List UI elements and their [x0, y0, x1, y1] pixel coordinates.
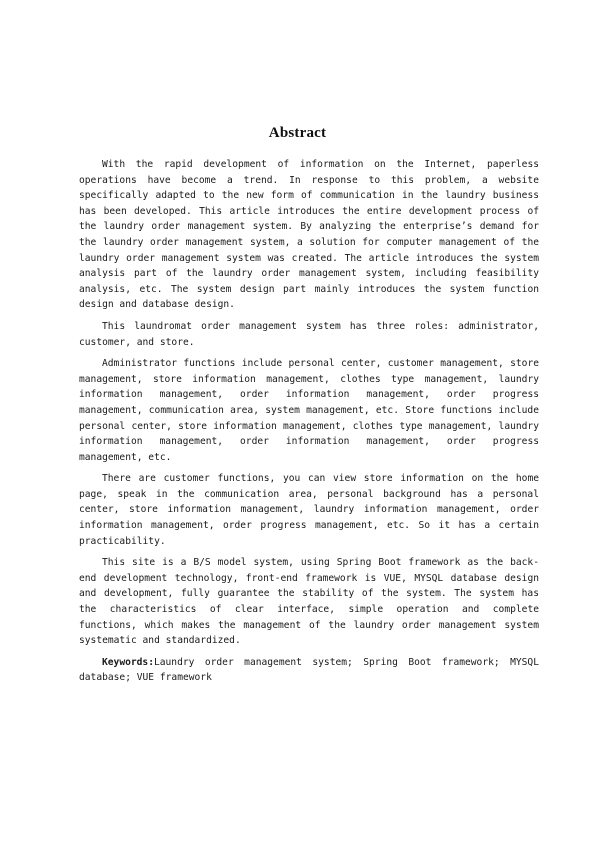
keywords-text: Laundry order management system; Spring Boot framework; MYSQL database; VUE framework — [79, 656, 539, 684]
keywords-label: Keywords: — [102, 656, 154, 668]
abstract-title: Abstract — [268, 125, 327, 141]
abstract-body — [79, 157, 539, 692]
paragraph-customer-functions: There are customer functions, you can view store information on the home page, speak in the communication area, personal background has a personal center, store information management, laundry information management, order information management, order progress management, etc. So it has a certain practicability. — [79, 473, 539, 547]
paragraph-intro: With the rapid development of information on the Internet, paperless operations have become a trend. In response to this problem, a website specifically adapted to the new form of communication in the laundry business has been developed. This article introduces the entire development process of the laundry order management system. By analyzing the enterprise’s demand for the laundry order management system, a solution for computer management of the laundry order management system was created. The article introduces the system analysis part of the laundry order management system, including feasibility analysis, etc. The system design part mainly introduces the system function design and database design. — [79, 159, 539, 311]
paragraph-technology: This site is a B/S model system, using Spring Boot framework as the back-end development technology, front-end framework is VUE, MYSQL database design and development, fully guarantee the stability of the system. The system has the characteristics of clear interface, simple operation and complete functions, which makes the management of the laundry order management system systematic and standardized. — [79, 557, 539, 647]
paragraph-roles: This laundromat order management system has three roles: administrator, customer, and store. — [79, 320, 539, 348]
paragraph-admin-functions: Administrator functions include personal center, customer management, store management, store information management, clothes type management, laundry information management, order information management, order progress management, communication area, system management, etc. Store functions include personal center, store information management, clothes type management, laundry information management, order information management, order progress management, etc. — [79, 358, 539, 463]
keywords-line — [79, 655, 539, 686]
